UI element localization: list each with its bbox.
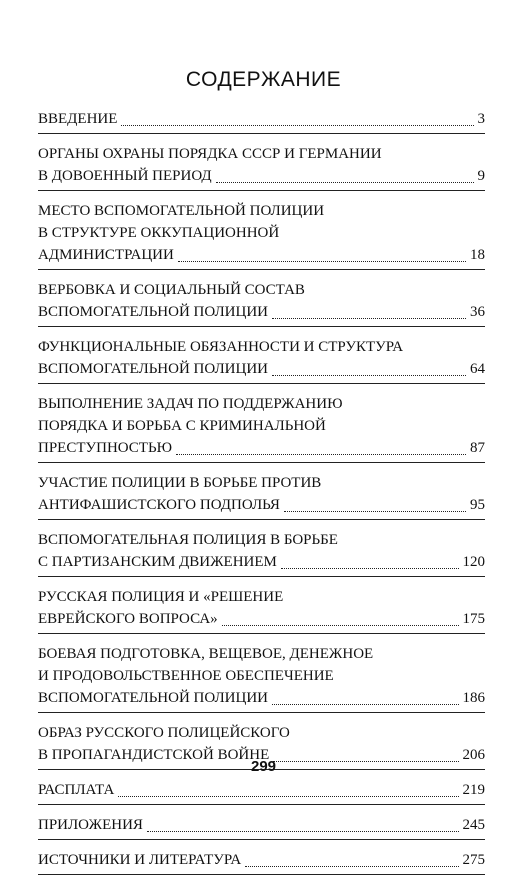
dot-leader bbox=[216, 181, 474, 183]
toc-entry-title-line: ОРГАНЫ ОХРАНЫ ПОРЯДКА СССР И ГЕРМАНИИ bbox=[38, 146, 382, 162]
toc-entry-page-number: 87 bbox=[470, 440, 485, 456]
dot-leader bbox=[176, 453, 466, 455]
toc-entry-title-line: ВСПОМОГАТЕЛЬНОЙ ПОЛИЦИИ bbox=[38, 690, 268, 706]
toc-entry-last-line bbox=[38, 244, 485, 266]
toc-entry bbox=[38, 643, 485, 709]
toc-entry-title-line: ВЫПОЛНЕНИЕ ЗАДАЧ ПО ПОДДЕРЖАНИЮ bbox=[38, 396, 343, 412]
toc-entry bbox=[38, 779, 485, 801]
toc-entry-page-number: 64 bbox=[470, 361, 485, 377]
dot-leader bbox=[281, 567, 459, 569]
toc-divider bbox=[38, 519, 485, 520]
toc-entry bbox=[38, 814, 485, 836]
toc-entry-last-line bbox=[38, 849, 485, 871]
toc-divider bbox=[38, 576, 485, 577]
toc-divider bbox=[38, 383, 485, 384]
toc-entry-last-line bbox=[38, 608, 485, 630]
toc-divider bbox=[38, 804, 485, 805]
toc-entry-title-line: В СТРУКТУРЕ ОККУПАЦИОННОЙ bbox=[38, 225, 280, 241]
toc-divider bbox=[38, 269, 485, 270]
toc-divider bbox=[38, 874, 485, 875]
toc-entry-page-number: 219 bbox=[462, 782, 485, 798]
toc-entry bbox=[38, 108, 485, 130]
toc-entry-last-line bbox=[38, 437, 485, 459]
toc-entry-page-number: 18 bbox=[470, 247, 485, 263]
toc-entry-page-number: 3 bbox=[477, 111, 485, 127]
toc-entry-title-line: РАСПЛАТА bbox=[38, 782, 115, 798]
toc-entry-title-line: АДМИНИСТРАЦИИ bbox=[38, 247, 174, 263]
dot-leader bbox=[222, 624, 459, 626]
toc-entry-title-line: ВЕРБОВКА И СОЦИАЛЬНЫЙ СОСТАВ bbox=[38, 282, 305, 298]
toc-entry-title-line: ВСПОМОГАТЕЛЬНОЙ ПОЛИЦИИ bbox=[38, 304, 268, 320]
toc-entry-title-line: С ПАРТИЗАНСКИМ ДВИЖЕНИЕМ bbox=[38, 554, 277, 570]
toc-entry-last-line bbox=[38, 551, 485, 573]
toc-divider bbox=[38, 462, 485, 463]
toc-entry bbox=[38, 849, 485, 871]
dot-leader bbox=[272, 317, 466, 319]
toc-entry-last-line bbox=[38, 301, 485, 323]
toc-entry-title-line: И ПРОДОВОЛЬСТВЕННОЕ ОБЕСПЕЧЕНИЕ bbox=[38, 668, 334, 684]
toc-entry-title-line: ЕВРЕЙСКОГО ВОПРОСА» bbox=[38, 611, 218, 627]
toc-entry-title-line: ФУНКЦИОНАЛЬНЫЕ ОБЯЗАННОСТИ И СТРУКТУРА bbox=[38, 339, 404, 355]
toc-entry-last-line bbox=[38, 779, 485, 801]
toc-entry-title-line: ВСПОМОГАТЕЛЬНОЙ ПОЛИЦИИ bbox=[38, 361, 268, 377]
toc-entry-page-number: 175 bbox=[462, 611, 485, 627]
toc-entry-title-line: В ДОВОЕННЫЙ ПЕРИОД bbox=[38, 168, 212, 184]
toc-entry-title-line: МЕСТО ВСПОМОГАТЕЛЬНОЙ ПОЛИЦИИ bbox=[38, 203, 325, 219]
toc-entry-last-line bbox=[38, 687, 485, 709]
dot-leader bbox=[284, 510, 466, 512]
toc-entry-title-line: АНТИФАШИСТСКОГО ПОДПОЛЬЯ bbox=[38, 497, 280, 513]
toc-entry-page-number: 95 bbox=[470, 497, 485, 513]
toc-entry-page-number: 275 bbox=[462, 852, 485, 868]
dot-leader bbox=[272, 703, 459, 705]
toc-divider bbox=[38, 133, 485, 134]
page-number: 299 bbox=[250, 758, 277, 775]
toc-entry-page-number: 9 bbox=[477, 168, 485, 184]
page-title: СОДЕРЖАНИЕ bbox=[185, 68, 342, 91]
toc-entry-page-number: 36 bbox=[470, 304, 485, 320]
toc-entry-page-number: 245 bbox=[462, 817, 485, 833]
toc-entry-title-line: ВВЕДЕНИЕ bbox=[38, 111, 118, 127]
toc-entry-last-line bbox=[38, 814, 485, 836]
toc-entry-title-line: ВСПОМОГАТЕЛЬНАЯ ПОЛИЦИЯ В БОРЬБЕ bbox=[38, 532, 338, 548]
toc-entry-title-line: БОЕВАЯ ПОДГОТОВКА, ВЕЩЕВОЕ, ДЕНЕЖНОЕ bbox=[38, 646, 374, 662]
toc-divider bbox=[38, 839, 485, 840]
toc-entry-page-number: 186 bbox=[462, 690, 485, 706]
toc-entry-last-line bbox=[38, 165, 485, 187]
toc-entry bbox=[38, 336, 485, 380]
toc-divider bbox=[38, 326, 485, 327]
toc-entry bbox=[38, 393, 485, 459]
dot-leader bbox=[147, 830, 459, 832]
toc-entry-title-line: ПРЕСТУПНОСТЬЮ bbox=[38, 440, 173, 456]
toc-entry bbox=[38, 529, 485, 573]
toc-entry-last-line bbox=[38, 358, 485, 380]
dot-leader bbox=[272, 374, 466, 376]
toc-divider bbox=[38, 633, 485, 634]
toc-entry bbox=[38, 200, 485, 266]
dot-leader bbox=[245, 865, 458, 867]
toc-entry-title-line: РУССКАЯ ПОЛИЦИЯ И «РЕШЕНИЕ bbox=[38, 589, 284, 605]
toc-divider bbox=[38, 712, 485, 713]
toc-entry bbox=[38, 472, 485, 516]
toc-entry-page-number: 206 bbox=[462, 747, 485, 763]
toc-entry-last-line bbox=[38, 108, 485, 130]
dot-leader bbox=[121, 124, 473, 126]
toc-entry-title-line: УЧАСТИЕ ПОЛИЦИИ В БОРЬБЕ ПРОТИВ bbox=[38, 475, 322, 491]
toc-entry-title-line: ИСТОЧНИКИ И ЛИТЕРАТУРА bbox=[38, 852, 242, 868]
toc-entry-title-line: ПРИЛОЖЕНИЯ bbox=[38, 817, 143, 833]
toc-entry-last-line bbox=[38, 494, 485, 516]
toc-entry bbox=[38, 143, 485, 187]
toc-entry-title-line: ПОРЯДКА И БОРЬБА С КРИМИНАЛЬНОЙ bbox=[38, 418, 326, 434]
dot-leader bbox=[118, 795, 458, 797]
toc-entry bbox=[38, 586, 485, 630]
toc-divider bbox=[38, 190, 485, 191]
toc-entry bbox=[38, 279, 485, 323]
toc-entry-page-number: 120 bbox=[462, 554, 485, 570]
toc-entry-title-line: В ПРОПАГАНДИСТСКОЙ ВОЙНЕ bbox=[38, 747, 270, 763]
dot-leader bbox=[178, 260, 466, 262]
toc-entry-title-line: ОБРАЗ РУССКОГО ПОЛИЦЕЙСКОГО bbox=[38, 725, 290, 741]
